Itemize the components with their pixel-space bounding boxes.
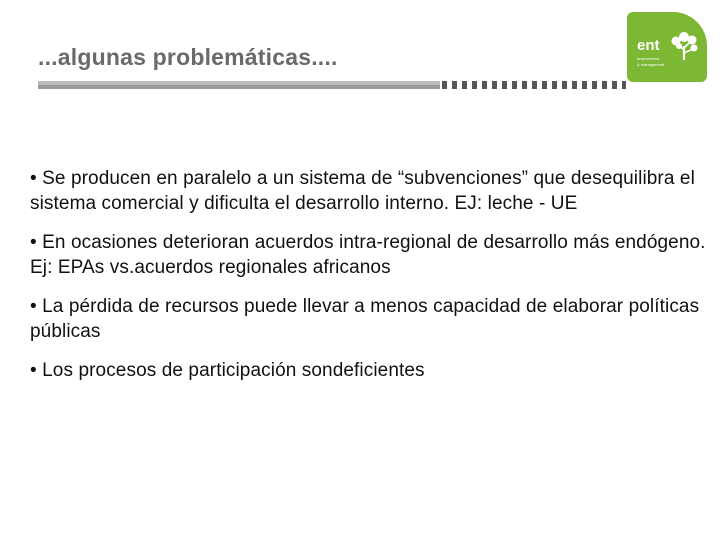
title-underline <box>38 81 440 89</box>
title-dotted-rule <box>442 81 626 89</box>
logo-subtitle-line-1: environment <box>637 56 660 61</box>
bullet-item: • La pérdida de recursos puede llevar a menos capacidad de elaborar políticas públicas <box>30 296 700 342</box>
logo-subtitle-line-2: & management <box>637 62 665 67</box>
bullet-list <box>30 166 718 397</box>
bullet-item: • Los procesos de participación sondeficientes <box>30 360 425 381</box>
bullet-item: • Se producen en paralelo a un sistema de “subvenciones” que desequilibra el sistema comercial y dificulta el desarrollo interno. EJ: leche - UE <box>30 168 695 214</box>
ent-logo <box>627 12 707 82</box>
tree-icon <box>667 30 701 62</box>
bullet-item: • En ocasiones deterioran acuerdos intra-regional de desarrollo más endógeno. Ej: EPAs vs.acuerdos regionales africanos <box>30 232 706 278</box>
slide-title: ...algunas problemáticas.... <box>38 44 338 70</box>
logo-wordmark: ent <box>637 37 660 54</box>
